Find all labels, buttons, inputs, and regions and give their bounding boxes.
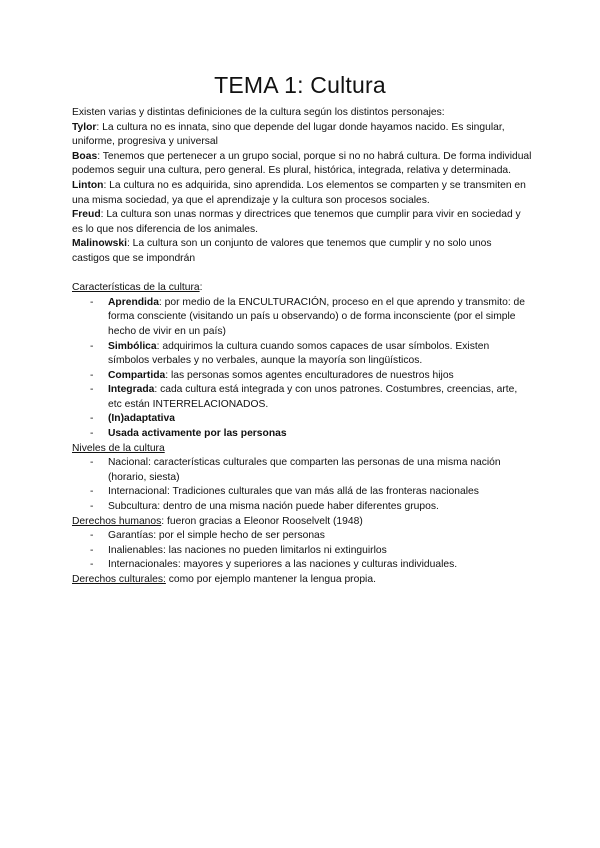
section-heading: Derechos culturales:	[72, 574, 166, 585]
list-item: - Nacional: características culturales que comparten las personas de una misma nación (horario, siesta)	[108, 456, 532, 485]
derechos-humanos-list	[72, 529, 532, 573]
list-item	[108, 427, 532, 442]
item-term: (In)adaptativa	[108, 413, 175, 425]
list-item: - Garantías: por el simple hecho de ser personas	[108, 529, 532, 544]
list-item: - Inalienables: las naciones no pueden limitarlos ni extinguirlos	[108, 544, 532, 559]
spacer	[72, 267, 532, 282]
author-name: Malinowski	[72, 238, 127, 250]
author-name: Boas	[72, 150, 98, 162]
section-text: como por ejemplo mantener la lengua propia.	[165, 574, 376, 585]
list-item: - Internacionales: mayores y superiores a las naciones y culturas individuales.	[108, 558, 532, 573]
item-term: Integrada	[108, 384, 155, 396]
section-heading: Características de la cultura	[72, 282, 200, 294]
derechos-humanos-heading	[72, 515, 532, 530]
item-text: : cada cultura está integrada y con unos patrones. Costumbres, creencias, arte, etc están INTERRELACIONADOS.	[108, 384, 518, 410]
item-term: Usada activamente por las personas	[108, 428, 287, 440]
derechos-culturales-heading	[72, 573, 532, 588]
author-name: Tylor	[72, 121, 97, 133]
item-text: : las personas somos agentes enculturadores de nuestros hijos	[165, 369, 454, 381]
section-heading: Niveles de la cultura	[72, 442, 165, 454]
section-heading-suffix: :	[199, 282, 203, 294]
list-item: - Subcultura: dentro de una misma nación puede haber diferentes grupos.	[108, 500, 532, 515]
item-term: Simbólica	[108, 340, 157, 352]
definition-text: : La cultura son un conjunto de valores que tenemos que cumplir y no solo unos castigos que se impondrán	[72, 238, 492, 264]
definition-text: : La cultura no es adquirida, sino aprendida. Los elementos se comparten y se transmiten en una misma sociedad, ya que el aprendizaje y la cultura son procesos sociales.	[72, 179, 526, 206]
niveles-heading	[72, 442, 532, 457]
niveles-list	[72, 456, 532, 514]
item-term: Compartida	[108, 369, 166, 381]
document-body	[72, 106, 532, 588]
list-item	[108, 383, 532, 412]
definition-tylor	[72, 121, 532, 150]
definition-malinowski	[72, 237, 532, 266]
intro-paragraph: Existen varias y distintas definiciones de la cultura según los distintos personajes:	[72, 107, 445, 118]
caracteristicas-heading	[72, 281, 532, 296]
list-item	[108, 412, 532, 427]
list-item	[108, 340, 532, 369]
item-text: : adquirimos la cultura cuando somos capaces de usar símbolos. Existen símbolos verbales y no verbales, aunque la mayoría son lingüísticos.	[108, 340, 490, 367]
definition-text: : Tenemos que pertenecer a un grupo social, porque si no no habrá cultura. De forma individual podemos seguir una cultura, pero general. Es plural, histórica, integrada, relativa y determinada.	[72, 150, 532, 177]
definition-boas	[72, 150, 532, 179]
item-term: Aprendida	[108, 296, 159, 308]
section-heading: Derechos humanos	[72, 515, 162, 527]
definition-freud	[72, 208, 532, 237]
list-item	[108, 296, 532, 340]
author-name: Linton	[72, 179, 104, 191]
author-name: Freud	[72, 209, 101, 221]
definition-text: : La cultura no es innata, sino que depende del lugar donde hayamos nacido. Es singular, uniforme, progresiva y universal	[72, 121, 505, 148]
caracteristicas-list	[72, 296, 532, 442]
list-item	[108, 369, 532, 384]
list-item: - Internacional: Tradiciones culturales que van más allá de las fronteras nacionales	[108, 485, 532, 500]
item-text: : por medio de la ENCULTURACIÓN, proceso en el que aprendo y transmito: de forma consciente (visitando un país u observando) o de forma inconsciente (por el simple hecho de vivir en un país)	[108, 296, 526, 337]
section-text: : fueron gracias a Eleonor Rooselvelt (1948)	[161, 515, 363, 527]
page-title: TEMA 1: Cultura	[214, 72, 386, 98]
definition-text: : La cultura son unas normas y directrices que tenemos que cumplir para vivir en sociedad y es lo que nos diferencia de los animales.	[72, 209, 521, 235]
definition-linton	[72, 179, 532, 208]
